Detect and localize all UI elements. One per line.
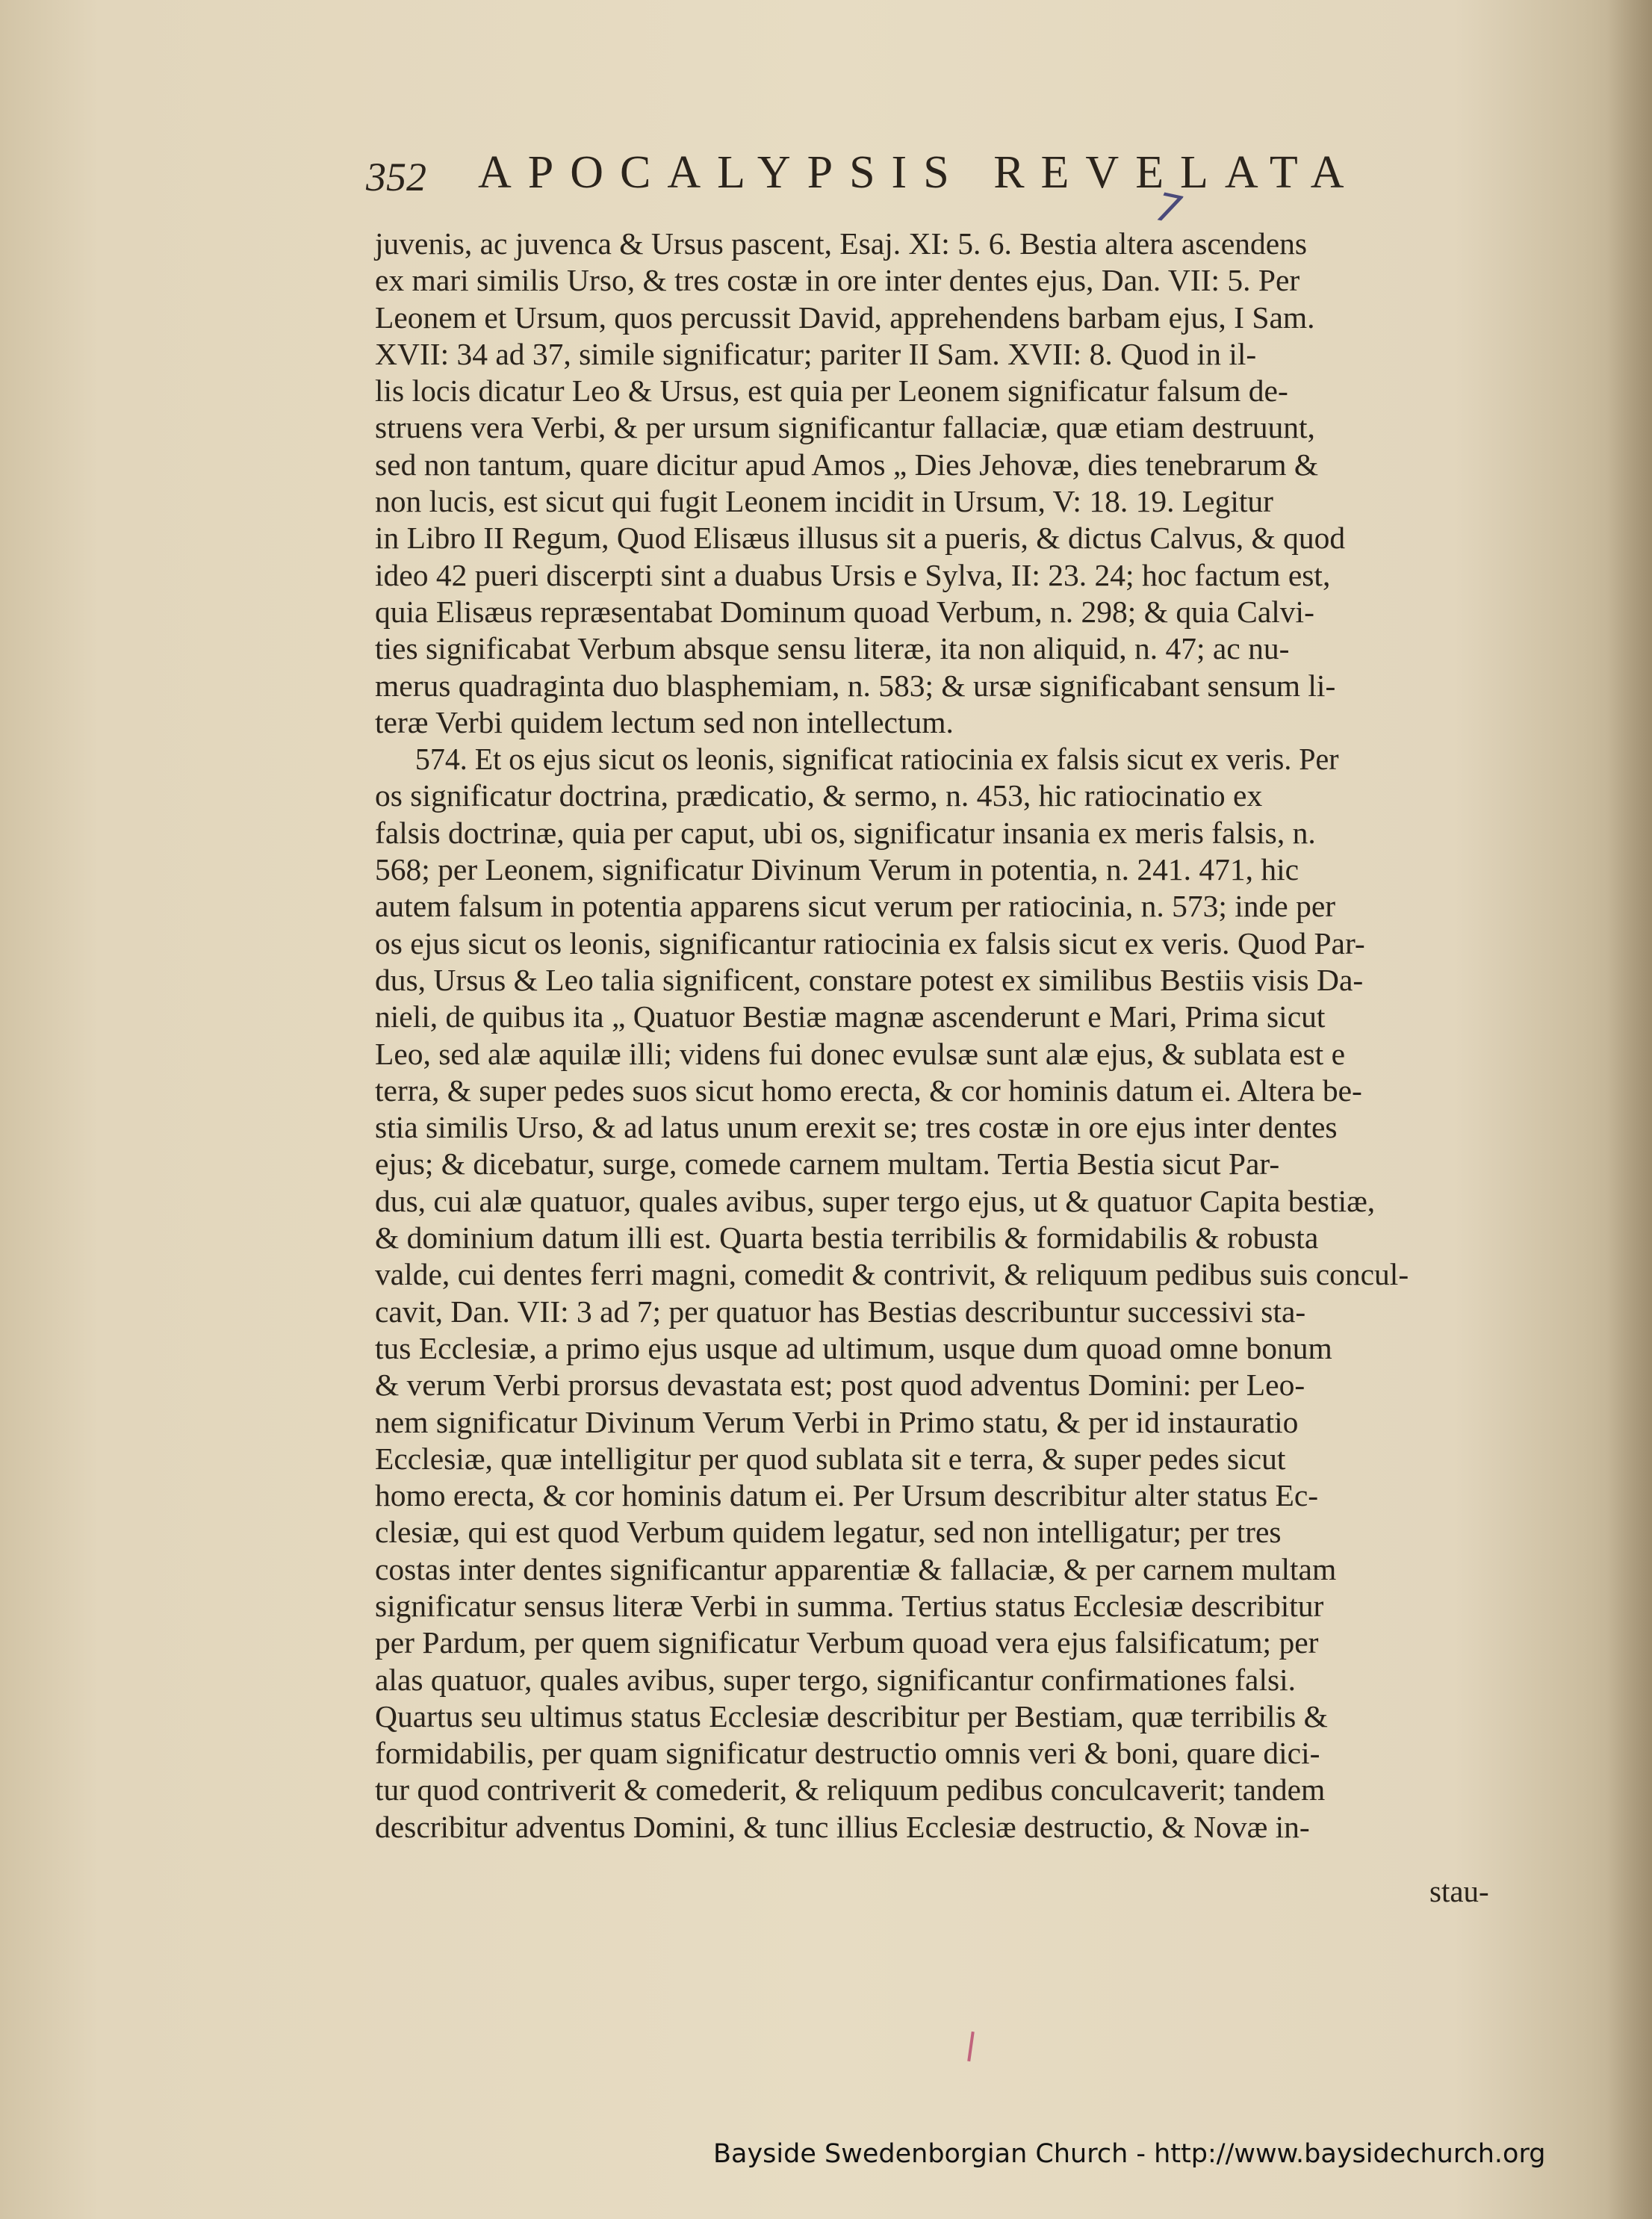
text-line: Leonem et Ursum, quos percussit David, apprehendens barbam ejus, I Sam. bbox=[375, 300, 1315, 335]
text-line: describitur adventus Domini, & tunc illius Ecclesiæ destructio, & Novæ in- bbox=[375, 1809, 1310, 1844]
text-line: nem significatur Divinum Verum Verbi in Primo statu, & per id instauratio bbox=[375, 1404, 1299, 1439]
text-line: & verum Verbi prorsus devastata est; post quod adventus Domini: per Leo- bbox=[375, 1368, 1305, 1403]
catchword: stau- bbox=[1429, 1874, 1489, 1908]
text-line: & dominium datum illi est. Quarta bestia terribilis & formidabilis & robusta bbox=[375, 1220, 1319, 1256]
ink-mark bbox=[967, 2032, 975, 2061]
text-line: os significatur doctrina, prædicatio, & sermo, n. 453, hic ratiocinatio ex bbox=[375, 778, 1263, 813]
text-line: stia similis Urso, & ad latus unum erexit se; tres costæ in ore ejus inter dentes bbox=[375, 1110, 1338, 1145]
text-line: non lucis, est sicut qui fugit Leonem incidit in Ursum, V: 18. 19. Legitur bbox=[375, 484, 1273, 519]
text-line: valde, cui dentes ferri magni, comedit & contrivit, & reliquum pedibus suis concul- bbox=[375, 1257, 1409, 1292]
text-line: alas quatuor, quales avibus, super tergo, significantur confirmationes falsi. bbox=[375, 1662, 1297, 1697]
text-line: tur quod contriverit & comederit, & reliquum pedibus conculcaverit; tandem bbox=[375, 1772, 1326, 1807]
text-line: XVII: 34 ad 37, simile significatur; pariter II Sam. XVII: 8. Quod in il- bbox=[375, 336, 1257, 371]
text-line: per Pardum, per quem significatur Verbum quoad vera ejus falsificatum; per bbox=[375, 1625, 1319, 1660]
text-line: clesiæ, qui est quod Verbum quidem legatur, sed non intelligatur; per tres bbox=[375, 1515, 1282, 1550]
text-line: lis locis dicatur Leo & Ursus, est quia per Leonem significatur falsum de- bbox=[375, 373, 1288, 409]
text-line: dus, cui alæ quatuor, quales avibus, super tergo ejus, ut & quatuor Capita bestiæ, bbox=[375, 1183, 1376, 1218]
text-line: ex mari similis Urso, & tres costæ in ore inter dentes ejus, Dan. VII: 5. Per bbox=[375, 263, 1300, 298]
text-line: ideo 42 pueri discerpti sint a duabus Ursis e Sylva, II: 23. 24; hoc factum est, bbox=[375, 557, 1331, 592]
running-title: APOCALYPSIS REVELATA bbox=[478, 147, 1361, 198]
watermark-credit: Bayside Swedenborgian Church - http://www.baysidechurch.org bbox=[713, 2139, 1546, 2169]
text-line: Quartus seu ultimus status Ecclesiæ describitur per Bestiam, quæ terribilis & bbox=[375, 1698, 1328, 1734]
running-header bbox=[366, 146, 1426, 206]
text-line: ties significabat Verbum absque sensu literæ, ita non aliquid, n. 47; ac nu- bbox=[375, 631, 1290, 666]
text-line: sed non tantum, quare dicitur apud Amos „ Dies Jehovæ, dies tenebrarum & bbox=[375, 447, 1319, 482]
text-line: terra, & super pedes suos sicut homo erecta, & cor hominis datum ei. Altera be- bbox=[375, 1073, 1362, 1108]
text-line: teræ Verbi quidem lectum sed non intellectum. bbox=[375, 704, 954, 739]
text-line: costas inter dentes significantur apparentiæ & fallaciæ, & per carnem multam bbox=[375, 1551, 1337, 1586]
text-line: autem falsum in potentia apparens sicut verum per ratiocinia, n. 573; inde per bbox=[375, 889, 1336, 924]
text-line: 574. Et os ejus sicut os leonis, significat ratiocinia ex falsis sicut ex veris. Per bbox=[414, 742, 1339, 777]
text-line: tus Ecclesiæ, a primo ejus usque ad ultimum, usque dum quoad omne bonum bbox=[375, 1330, 1332, 1365]
text-line: nieli, de quibus ita „ Quatuor Bestiæ magnæ ascenderunt e Mari, Prima sicut bbox=[375, 999, 1326, 1034]
text-line: merus quadraginta duo blasphemiam, n. 583; & ursæ significabant sensum li- bbox=[375, 668, 1336, 703]
text-line: 568; per Leonem, significatur Divinum Verum in potentia, n. 241. 471, hic bbox=[375, 852, 1299, 887]
text-line: struens vera Verbi, & per ursum significantur fallaciæ, quæ etiam destruunt, bbox=[375, 410, 1315, 445]
text-line: homo erecta, & cor hominis datum ei. Per Ursum describitur alter status Ec- bbox=[375, 1478, 1319, 1513]
text-line: juvenis, ac juvenca & Ursus pascent, Esaj. XI: 5. 6. Bestia altera ascendens bbox=[375, 226, 1308, 261]
text-line: cavit, Dan. VII: 3 ad 7; per quatuor has Bestias describuntur successivi sta- bbox=[375, 1294, 1306, 1329]
body-text bbox=[375, 226, 1484, 1846]
text-line: Ecclesiæ, quæ intelligitur per quod sublata sit e terra, & super pedes sicut bbox=[375, 1441, 1286, 1476]
text-line: quia Elisæus repræsentabat Dominum quoad Verbum, n. 298; & quia Calvi- bbox=[375, 594, 1314, 629]
page-spine-shadow bbox=[1607, 0, 1652, 2219]
text-line: in Libro II Regum, Quod Elisæus illusus sit a pueris, & dictus Calvus, & quod bbox=[375, 521, 1346, 556]
text-line: falsis doctrinæ, quia per caput, ubi os, significatur insania ex meris falsis, n. bbox=[375, 815, 1316, 850]
text-line: ejus; & dicebatur, surge, comede carnem multam. Tertia Bestia sicut Par- bbox=[375, 1146, 1280, 1182]
page-number: 352 bbox=[366, 155, 426, 199]
text-line: formidabilis, per quam significatur destructio omnis veri & boni, quare dici- bbox=[375, 1736, 1320, 1771]
text-line: Leo, sed alæ aquilæ illi; videns fui donec evulsæ sunt alæ ejus, & sublata est e bbox=[375, 1036, 1345, 1071]
handwritten-marginal-note: 7 bbox=[1152, 184, 1185, 234]
text-line: dus, Ursus & Leo talia significent, constare potest ex similibus Bestiis visis Da- bbox=[375, 962, 1364, 997]
text-line: os ejus sicut os leonis, significantur ratiocinia ex falsis sicut ex veris. Quod Par- bbox=[375, 925, 1365, 960]
text-line: significatur sensus literæ Verbi in summa. Tertius status Ecclesiæ describitur bbox=[375, 1588, 1324, 1623]
